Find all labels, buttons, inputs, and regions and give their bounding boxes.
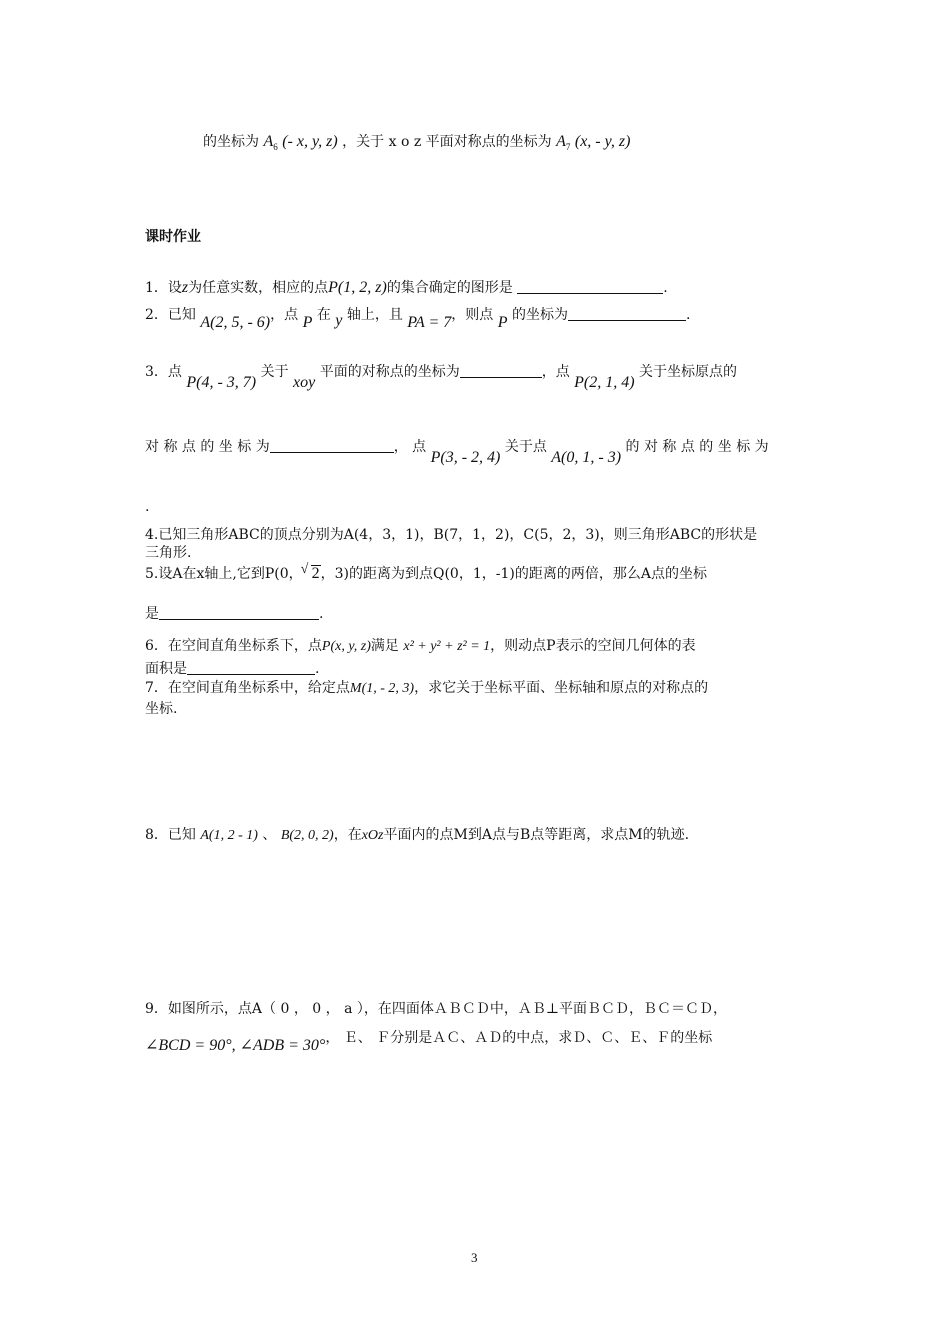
q1-text-b: 为任意实数，相应的点 [188,280,329,296]
q3-text-b: 关于 [260,364,289,380]
question-9: 9．如图所示，点A（ 0 ， 0 ， a ），在四面体ＡＢＣＤ中，ＡＢ⊥平面ＢＣＤ，ＢＣ＝ＣＤ， [145,1001,728,1017]
q6-answer-blank[interactable] [187,660,315,675]
question-8 [145,828,689,843]
q1-answer-blank[interactable] [517,279,663,294]
q2-answer-blank[interactable] [568,306,686,321]
q5-text-a: 5.设A在x轴上,它到P(0， [145,566,303,582]
q2-text-d: 轴上，且 [346,307,403,323]
q2-text-e: ，则点 [451,307,494,323]
q8-text-d: 平面内的点M到A点与B点等距离，求点M的轨迹. [383,827,690,843]
a7-subscript: 7 [565,141,571,152]
q1-point: P(1, 2, z) [328,279,387,296]
q9-text-b: ， Ｅ、 Ｆ分别是ＡＣ、ＡＤ的中点，求Ｄ、Ｃ、Ｅ、Ｆ的坐标 [325,1030,713,1046]
q2-end: . [685,307,691,323]
q6-text-b: 满足 [370,638,399,654]
q2-text-f: 的坐标为 [511,307,568,323]
q3-text-e: 关于坐标原点的 [639,364,738,380]
q5-text-line2: 是 [145,606,159,622]
q8-point-a: A(1, 2 - 1) [200,828,258,843]
q3b-point-a: A(0, 1, - 3) [551,449,622,466]
question-5-line-2 [145,605,323,621]
q5-text-b: ，3)的距离为到点Q(0，1，-1)的距离的两倍，那么A点的坐标 [320,566,707,582]
question-6 [145,639,696,654]
q3-text-c: 平面的对称点的坐标为 [319,364,460,380]
question-3-continued [145,438,769,466]
page-number: 3 [471,1250,478,1265]
q3b-point-3: P(3, - 2, 4) [430,449,501,466]
q6-end: . [315,661,320,677]
q6-text-line2: 面积是 [145,661,187,677]
question-5 [145,565,707,582]
a6-coordinates: (- x, y, z) [282,133,338,150]
question-7-line-2: 坐标. [145,701,178,717]
q3-answer-blank-1[interactable] [460,363,542,378]
a6-subscript: 6 [273,141,278,152]
question-6-line-2 [145,660,319,676]
q8-text-b: 、 [262,827,277,843]
a7-coordinates: (x, - y, z) [574,133,631,150]
q2-text-b: ，点 [270,307,299,323]
question-4-line-2: 三角形. [145,545,192,561]
q3-point-2: P(2, 1, 4) [574,374,635,391]
a6-symbol: A [263,133,274,150]
q6-point: P(x, y, z) [321,639,371,654]
q7-text-b: ，求它关于坐标平面、坐标轴和原点的对称点的 [414,680,709,696]
q2-point-p: P [302,314,313,331]
q1-end: . [663,280,668,296]
q6-text-c: ，则动点P表示的空间几何体的表 [490,638,696,654]
q6-text-a: 6．在空间直角坐标系下，点 [145,638,322,654]
q3-text-d: ，点 [541,364,570,380]
question-1 [145,279,668,296]
q3b-text-a: 对 称 点 的 坐 标 为 [145,439,270,455]
q8-plane: xOz [361,828,384,843]
q7-point: M(1, - 2, 3) [349,681,415,696]
q5-end: . [319,606,324,622]
q3b-text-b: ， 点 [393,439,427,455]
q7-text-a: 7．在空间直角坐标系中，给定点 [145,680,350,696]
q3-text-a: 3．点 [145,364,182,380]
q9-angles: ∠BCD = 90°, ∠ADB = 30° [145,1037,326,1054]
q2-equation: PA = 7 [407,314,452,331]
q8-text-a: 8．已知 [145,827,196,843]
q3-point-1: P(4, - 3, 7) [186,374,257,391]
q8-text-c: ，在 [333,827,362,843]
intro-line [203,134,630,152]
intro-text-2: ，关于 x o z 平面对称点的坐标为 [342,134,552,150]
q1-text-a: 1．设 [145,280,182,296]
q2-text-c: 在 [316,307,331,323]
q2-point-a: A(2, 5, - 6) [200,314,271,331]
q3-xoy: xoy [293,374,316,391]
q5-radicand: 2 [311,565,320,582]
q6-equation: x² + y² + z² = 1 [403,639,491,654]
section-heading: 课时作业 [145,229,201,245]
q3-answer-blank-2[interactable] [270,438,394,453]
question-9-line-2 [145,1030,713,1054]
q5-answer-blank[interactable] [159,605,319,620]
q1-text-c: 的集合确定的图形是 [386,280,513,296]
question-4-line-1: 4.已知三角形ABC的顶点分别为A(4，3，1)，B(7，1，2)，C(5，2，3)，则三角形ABC的形状是 [145,527,758,543]
question-3-end: . [145,499,150,515]
q5-sqrt [303,565,321,582]
q2-point-p2: P [497,314,508,331]
question-7 [145,681,708,696]
intro-text-1: 的坐标为 [203,134,259,150]
q8-point-b: B(2, 0, 2) [280,828,334,843]
question-2 [145,306,691,331]
q3b-text-d: 的 对 称 点 的 坐 标 为 [625,439,769,455]
q1-z: z [181,279,189,296]
q2-y: y [335,312,343,329]
a7-symbol: A [556,133,566,150]
question-3 [145,363,738,391]
q2-text-a: 2．已知 [145,307,196,323]
q3b-text-c: 关于点 [504,439,547,455]
